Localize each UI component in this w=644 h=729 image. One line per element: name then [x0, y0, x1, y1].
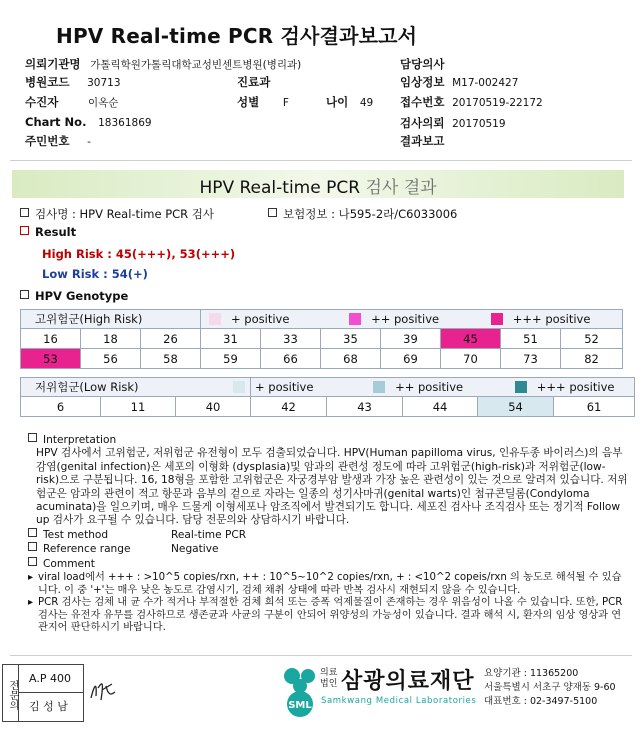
legend-label: + positive — [231, 312, 290, 326]
genotype-heading: HPV Genotype — [35, 289, 129, 303]
hospital-code-value: 30713 — [87, 77, 121, 89]
genotype-cell: 66 — [261, 349, 321, 369]
report-title: HPV Real-time PCR 검사결과보고서 — [56, 24, 418, 48]
patient-value: 이옥순 — [87, 97, 119, 109]
genotype-cell: 52 — [561, 329, 623, 349]
range-value: Negative — [171, 543, 219, 556]
hospital-code-label: 병원코드 — [25, 75, 70, 89]
checkbox-icon — [20, 226, 29, 235]
org-address: 서울특별시 서초구 양재동 9-60 — [484, 682, 616, 693]
sex-row — [237, 94, 289, 110]
legend-label: ++ positive — [371, 312, 440, 326]
clinical-info-label: 임상정보 — [400, 75, 445, 89]
test-request-row — [400, 115, 506, 131]
genotype-cell: 31 — [201, 329, 261, 349]
resident-no-value: - — [87, 136, 91, 148]
interpretation-heading: Interpretation — [43, 434, 117, 446]
legend-swatch — [209, 313, 221, 325]
resident-no-row — [25, 133, 91, 149]
org-name-en: Samkwang Medical Laboratories — [321, 696, 477, 706]
genotype-cell: 18 — [81, 329, 141, 349]
low-risk-group-label: 저위험군(Low Risk) — [21, 378, 251, 397]
age-label: 나이 — [326, 95, 349, 109]
receipt-no-label: 접수번호 — [400, 95, 445, 109]
genotype-row — [21, 397, 635, 417]
checkbox-icon — [20, 208, 29, 217]
test-name-row — [20, 206, 214, 222]
genotype-cell: 56 — [81, 349, 141, 369]
genotype-cell: 40 — [176, 397, 251, 417]
genotype-cell: 33 — [261, 329, 321, 349]
institution-label: 의뢰기관명 — [25, 57, 81, 71]
doctor-label: 담당의사 — [400, 57, 445, 71]
checkbox-icon — [28, 557, 37, 566]
legend-swatch — [491, 313, 503, 325]
sml-logo-icon — [278, 664, 322, 720]
genotype-cell: 26 — [141, 329, 201, 349]
org-type: 의료 법인 — [320, 668, 338, 689]
checkbox-icon — [268, 208, 277, 217]
age-value: 49 — [359, 97, 374, 109]
header-divider — [10, 160, 632, 161]
legend-label: ++ positive — [395, 380, 464, 394]
clinical-info-value: M17-002427 — [452, 77, 519, 89]
clinical-info-row — [400, 74, 518, 90]
legend-label: +++ positive — [536, 380, 615, 394]
checkbox-icon — [28, 433, 37, 442]
legend-swatch — [349, 313, 361, 325]
org-contact — [484, 667, 616, 709]
legend-label: +++ positive — [512, 312, 591, 326]
genotype-row — [21, 349, 623, 369]
interpretation-heading-row — [28, 433, 628, 447]
result-report-label: 결과보고 — [400, 134, 445, 148]
institution-value: 가톨릭학원가톨릭대학교성빈센트병원(병리과) — [90, 59, 302, 71]
genotype-cell: 59 — [201, 349, 261, 369]
comment-row — [28, 557, 628, 571]
banner-title-en: HPV Real-time PCR — [199, 178, 361, 198]
test-request-label: 검사의뢰 — [400, 116, 445, 130]
genotype-cell: 35 — [321, 329, 381, 349]
genotype-cell: 58 — [141, 349, 201, 369]
genotype-cell: 16 — [21, 329, 81, 349]
high-risk-table — [20, 309, 623, 369]
patient-row — [25, 94, 118, 110]
high-risk-result: High Risk : 45(+++), 53(+++) — [42, 247, 236, 261]
low-risk-result: Low Risk : 54(+) — [42, 267, 148, 281]
result-heading: Result — [35, 225, 77, 239]
low-risk-table — [20, 377, 635, 417]
genotype-cell: 42 — [251, 397, 327, 417]
svg-text:SML: SML — [288, 700, 312, 711]
method-row — [28, 528, 628, 542]
genotype-cell: 70 — [441, 349, 501, 369]
legend-swatch — [373, 381, 385, 393]
genotype-cell: 68 — [321, 349, 381, 369]
genotype-row — [21, 329, 623, 349]
org-code: 요양기관 : 11365200 — [484, 668, 579, 679]
low-risk-legend — [251, 378, 635, 397]
comment-label: Comment — [43, 557, 95, 570]
specialist-code: A.P 400 — [19, 665, 83, 693]
genotype-cell: 82 — [561, 349, 623, 369]
genotype-cell: 11 — [101, 397, 176, 417]
genotype-cell: 44 — [403, 397, 478, 417]
genotype-cell: 54 — [478, 397, 554, 417]
arrow-icon: ▸ — [28, 572, 34, 584]
high-risk-legend — [201, 310, 623, 329]
chart-no-label: Chart No. — [25, 115, 87, 129]
checkbox-icon — [20, 290, 29, 299]
checkbox-icon — [28, 542, 37, 551]
legend-label: + positive — [255, 380, 314, 394]
receipt-no-value: 20170519-22172 — [452, 97, 543, 109]
high-risk-group-label: 고위험군(High Risk) — [21, 310, 201, 329]
range-label: Reference range — [43, 543, 131, 556]
genotype-cell: 43 — [327, 397, 403, 417]
signature-icon — [88, 676, 118, 704]
interpretation-section — [28, 433, 628, 635]
insurance-info: 보험정보 : 나595-2라/C6033006 — [283, 207, 458, 221]
genotype-cell: 61 — [554, 397, 635, 417]
interpretation-text: HPV 검사에서 고위험군, 저위험군 유전형이 모두 검출되었습니다. HPV(Human papilloma virus, 인유두종 바이러스)의 음부감염(genital infection)은 세포의 이형화 (dysplasia)및 암과의 관련성 정도에 따라 고위험군(high-risk)과 저위험군(low-risk)으로 구분됩니다. 16, 18형을 포함한 고위험군은 자궁경부암 발생과 가장 높은 관련성이 있는 것으로 알려져 있습니다. 저위험군은 암과의 관련이 적고 항문과 음부의 겉으로 자라는 일종의 성기사마귀(genital warts)인 첨규콘딜롬(Condyloma acuminata)을 일으키며, 매우 드물게 이형세포나 암조직에서 발견되기도 합니다. 세포진 검사나 조직검사 또는 정기적 Follow up 검사가 요구될 수 있습니다. 담당 전문의와 상담하시기 바랍니다. — [36, 447, 628, 527]
patient-label: 수진자 — [25, 95, 59, 109]
method-value: Real-time PCR — [171, 528, 247, 541]
arrow-icon: ▸ — [28, 597, 34, 609]
test-request-value: 20170519 — [452, 118, 506, 130]
test-name: 검사명 : HPV Real-time PCR 검사 — [35, 207, 215, 221]
genotype-heading-row — [20, 289, 128, 303]
org-phone: 대표번호 : 02-3497-5100 — [484, 696, 598, 707]
genotype-cell: 45 — [441, 329, 501, 349]
method-label: Test method — [43, 528, 109, 541]
legend-swatch — [233, 381, 245, 393]
result-heading-row — [20, 225, 76, 239]
legend-swatch — [515, 381, 527, 393]
specialist-name: 김 성 남 — [29, 700, 68, 713]
insurance-row — [268, 206, 457, 222]
genotype-cell: 51 — [501, 329, 561, 349]
footer-divider — [10, 655, 632, 656]
comment-item-2: ▸ PCR 검사는 검체 내 균 수가 적거나 부적절한 검체 희석 또는 증폭 억제물질이 존재하는 경우 위음성이 나올 수 있습니다. 또한, PCR 검사는 유전자 유무를 검사하므로 생존균과 사균의 구분이 안되어 위양성의 가능성이 있습니다. 결과 해석 시, 환자의 임상 영상과 연관지어 판단하시기 바랍니다. — [28, 597, 623, 634]
genotype-cell: 39 — [381, 329, 441, 349]
result-banner — [12, 170, 624, 198]
genotype-cell: 6 — [21, 397, 101, 417]
chart-no-row — [25, 115, 152, 129]
checkbox-icon — [28, 528, 37, 537]
genotype-cell: 53 — [21, 349, 81, 369]
genotype-cell: 69 — [381, 349, 441, 369]
department-label: 진료과 — [237, 75, 271, 89]
hospital-code-row — [25, 74, 121, 90]
sex-value: F — [282, 97, 289, 109]
org-name: 삼광의료재단 — [341, 669, 475, 694]
specialist-box — [2, 664, 84, 722]
institution-row — [25, 56, 301, 72]
comment-item-1: ▸ viral load에서 +++ : >10^5 copies/rxn, ++ : 10^5~10^2 copies/rxn, + : <10^2 copeis/rxn 의 농도로 해석될 수 있습니다. 이 중 '+'는 매우 낮은 농도로 감염시기, 검체 채취 상태에 따라 반복 검사시 재현되지 않을 수 있습니다. — [28, 572, 622, 596]
receipt-no-row — [400, 94, 543, 110]
age-row — [326, 94, 373, 110]
range-row — [28, 542, 628, 556]
genotype-cell: 73 — [501, 349, 561, 369]
resident-no-label: 주민번호 — [25, 134, 70, 148]
banner-title-kr: 검사 결과 — [365, 178, 437, 198]
sex-label: 성별 — [237, 95, 260, 109]
specialist-side-label: 전문의 — [3, 665, 19, 721]
chart-no-value: 18361869 — [98, 117, 152, 129]
